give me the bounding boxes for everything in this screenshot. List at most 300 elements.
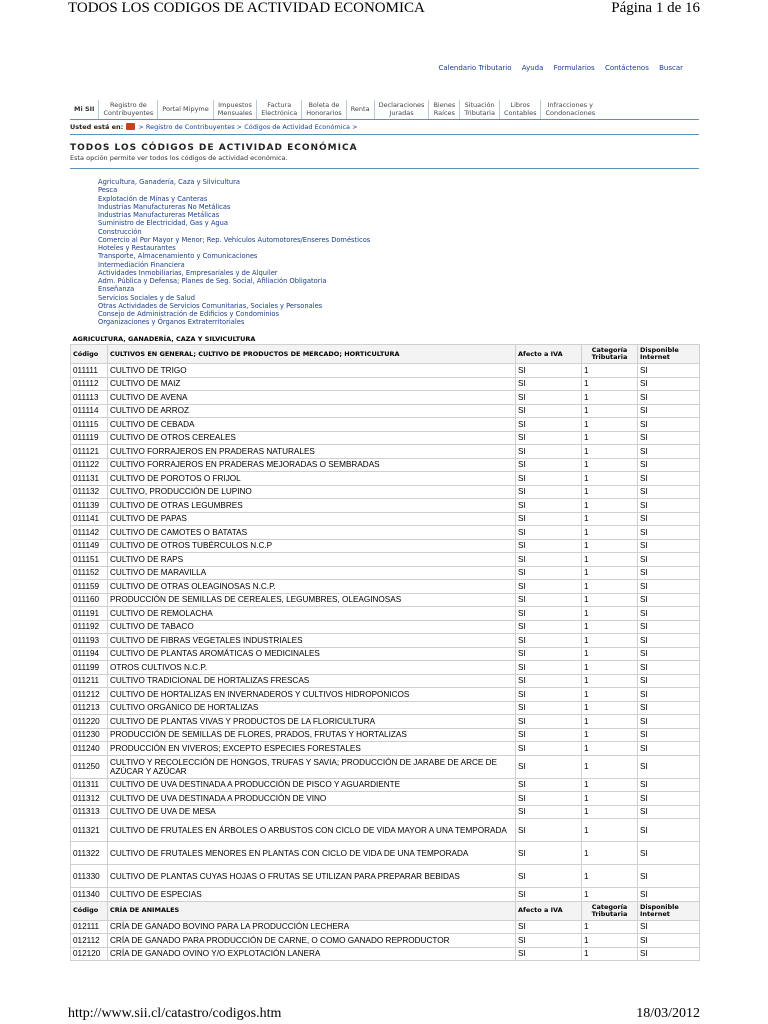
table-row — [71, 634, 700, 648]
table-header-row — [71, 345, 700, 364]
column-header-internet: Disponible Internet — [638, 345, 700, 364]
table-row — [71, 819, 700, 842]
code-cell: 011152 — [71, 566, 108, 580]
category-cell: 1 — [582, 458, 638, 472]
category-cell: 1 — [582, 566, 638, 580]
table-row — [71, 661, 700, 675]
top-links — [70, 64, 699, 78]
internet-cell: SI — [638, 819, 700, 842]
category-cell: 1 — [582, 805, 638, 819]
description-cell: CULTIVO DE MAIZ — [108, 377, 516, 391]
group-title: CRÍA DE ANIMALES — [108, 901, 516, 920]
table-row — [71, 580, 700, 594]
breadcrumb-label: Usted está en: — [70, 123, 124, 131]
description-cell: CULTIVO ORGÁNICO DE HORTALIZAS — [108, 701, 516, 715]
category-cell: 1 — [582, 431, 638, 445]
table-row — [71, 377, 700, 391]
description-cell: CULTIVO DE ARROZ — [108, 404, 516, 418]
iva-cell: SI — [516, 647, 582, 661]
internet-cell: SI — [638, 445, 700, 459]
description-cell: CULTIVO DE OTROS TUBÉRCULOS N.C.P — [108, 539, 516, 553]
internet-cell: SI — [638, 688, 700, 702]
internet-cell: SI — [638, 580, 700, 594]
code-cell: 011122 — [71, 458, 108, 472]
category-cell: 1 — [582, 728, 638, 742]
category-cell: 1 — [582, 526, 638, 540]
table-row — [71, 934, 700, 948]
code-cell: 011199 — [71, 661, 108, 675]
description-cell: CULTIVO Y RECOLECCIÓN DE HONGOS, TRUFAS Y SAVIA; PRODUCCIÓN DE JARABE DE ARCE DE AZÚCAR Y AZÚCAR — [108, 755, 516, 778]
description-cell: CULTIVO DE UVA DE MESA — [108, 805, 516, 819]
category-cell: 1 — [582, 620, 638, 634]
page-description: Esta opción permite ver todos los códigos de actividad económica. — [70, 154, 288, 162]
divider — [70, 168, 699, 169]
internet-cell: SI — [638, 805, 700, 819]
code-cell: 011340 — [71, 888, 108, 902]
column-header-category: Categoría Tributaria — [582, 345, 638, 364]
table-row — [71, 888, 700, 902]
iva-cell: SI — [516, 418, 582, 432]
iva-cell: SI — [516, 472, 582, 486]
iva-cell: SI — [516, 920, 582, 934]
menu-item[interactable] — [347, 100, 375, 119]
table-section-title: AGRICULTURA, GANADERÍA, CAZA Y SILVICULTURA — [72, 334, 256, 343]
iva-cell: SI — [516, 580, 582, 594]
table-row — [71, 539, 700, 553]
table-row — [71, 620, 700, 634]
table-row — [71, 792, 700, 806]
internet-cell: SI — [638, 778, 700, 792]
code-cell: 011151 — [71, 553, 108, 567]
category-cell: 1 — [582, 364, 638, 378]
description-cell: OTROS CULTIVOS N.C.P. — [108, 661, 516, 675]
internet-cell: SI — [638, 755, 700, 778]
category-cell: 1 — [582, 553, 638, 567]
section-link[interactable]: Pesca — [98, 186, 118, 195]
table-row — [71, 391, 700, 405]
iva-cell: SI — [516, 634, 582, 648]
section-link[interactable]: Agricultura, Ganadería, Caza y Silvicultura — [98, 178, 240, 186]
table-row — [71, 701, 700, 715]
column-header-iva: Afecto a IVA — [516, 901, 582, 920]
table-row — [71, 607, 700, 621]
description-cell: CULTIVO DE MARAVILLA — [108, 566, 516, 580]
iva-cell: SI — [516, 607, 582, 621]
column-header-code: Código — [71, 345, 108, 364]
description-cell: CULTIVO DE AVENA — [108, 391, 516, 405]
table-row — [71, 553, 700, 567]
link-formularios[interactable]: Formularios — [553, 64, 595, 72]
iva-cell: SI — [516, 728, 582, 742]
section-link[interactable]: Comercio al Por Mayor y Menor; Rep. Vehículos Automotores/Enseres Domésticos — [98, 235, 371, 244]
description-cell: CULTIVO FORRAJEROS EN PRADERAS MEJORADAS O SEMBRADAS — [108, 458, 516, 472]
code-cell: 011119 — [71, 431, 108, 445]
iva-cell: SI — [516, 865, 582, 888]
internet-cell: SI — [638, 865, 700, 888]
iva-cell: SI — [516, 377, 582, 391]
category-cell: 1 — [582, 842, 638, 865]
section-link[interactable]: Servicios Sociales y de Salud — [98, 293, 195, 302]
menu-item-label: Renta — [350, 104, 370, 113]
category-cell: 1 — [582, 404, 638, 418]
internet-cell: SI — [638, 701, 700, 715]
breadcrumb-item-codigos[interactable]: Códigos de Actividad Económica — [244, 123, 351, 131]
table-row — [71, 920, 700, 934]
description-cell: CULTIVO DE PLANTAS AROMÁTICAS O MEDICINALES — [108, 647, 516, 661]
table-row — [71, 472, 700, 486]
description-cell: CULTIVO DE UVA DESTINADA A PRODUCCIÓN DE VINO — [108, 792, 516, 806]
print-footer — [0, 1006, 768, 1024]
table-row — [71, 445, 700, 459]
breadcrumb: Usted está en: > Registro de Contribuyentes > Códigos de Actividad Económica > — [70, 123, 358, 131]
category-cell: 1 — [582, 485, 638, 499]
main-menu — [70, 100, 699, 120]
column-header-code: Código — [71, 901, 108, 920]
internet-cell: SI — [638, 391, 700, 405]
iva-cell: SI — [516, 404, 582, 418]
category-cell: 1 — [582, 947, 638, 961]
category-cell: 1 — [582, 391, 638, 405]
table-row — [71, 485, 700, 499]
internet-cell: SI — [638, 842, 700, 865]
category-cell: 1 — [582, 647, 638, 661]
internet-cell: SI — [638, 431, 700, 445]
internet-cell: SI — [638, 728, 700, 742]
iva-cell: SI — [516, 391, 582, 405]
section-link[interactable]: Suministro de Electricidad, Gas y Agua — [98, 219, 228, 228]
table-row — [71, 947, 700, 961]
iva-cell: SI — [516, 661, 582, 675]
iva-cell: SI — [516, 539, 582, 553]
iva-cell: SI — [516, 593, 582, 607]
print-footer-date: 18/03/2012 — [636, 1006, 700, 1021]
menu-item[interactable] — [541, 100, 599, 119]
code-cell: 012120 — [71, 947, 108, 961]
menu-item-label: Mi SII — [74, 104, 95, 113]
menu-item-label: Situación Tributaria — [464, 101, 495, 117]
internet-cell: SI — [638, 620, 700, 634]
category-cell: 1 — [582, 607, 638, 621]
internet-cell: SI — [638, 742, 700, 756]
link-ayuda[interactable]: Ayuda — [521, 64, 544, 72]
description-cell: CULTIVO DE FRUTALES EN ÁRBOLES O ARBUSTOS CON CICLO DE VIDA MAYOR A UNA TEMPORADA — [108, 819, 516, 842]
category-cell: 1 — [582, 755, 638, 778]
table-row — [71, 742, 700, 756]
description-cell: CRÍA DE GANADO BOVINO PARA LA PRODUCCIÓN LECHERA — [108, 920, 516, 934]
description-cell: PRODUCCIÓN DE SEMILLAS DE FLORES, PRADOS, FRUTAS Y HORTALIZAS — [108, 728, 516, 742]
table-row — [71, 364, 700, 378]
category-cell: 1 — [582, 472, 638, 486]
description-cell: PRODUCCIÓN EN VIVEROS; EXCEPTO ESPECIES FORESTALES — [108, 742, 516, 756]
table-row — [71, 842, 700, 865]
menu-item[interactable] — [375, 100, 430, 119]
page-title: TODOS LOS CÓDIGOS DE ACTIVIDAD ECONÓMICA — [70, 143, 358, 153]
table-row — [71, 715, 700, 729]
iva-cell: SI — [516, 674, 582, 688]
category-cell: 1 — [582, 920, 638, 934]
description-cell: CULTIVO DE OTRAS LEGUMBRES — [108, 499, 516, 513]
iva-cell: SI — [516, 485, 582, 499]
iva-cell: SI — [516, 947, 582, 961]
category-cell: 1 — [582, 742, 638, 756]
code-cell: 011250 — [71, 755, 108, 778]
internet-cell: SI — [638, 553, 700, 567]
category-cell: 1 — [582, 499, 638, 513]
section-links — [70, 178, 699, 327]
menu-item[interactable] — [500, 100, 541, 119]
print-header-title: TODOS LOS CODIGOS DE ACTIVIDAD ECONOMICA — [68, 0, 425, 16]
description-cell: PRODUCCIÓN DE SEMILLAS DE CEREALES, LEGUMBRES, OLEAGINOSAS — [108, 593, 516, 607]
table-row — [71, 805, 700, 819]
page-content — [70, 64, 699, 961]
category-cell: 1 — [582, 418, 638, 432]
section-link[interactable]: Construcción — [98, 227, 142, 236]
description-cell: CULTIVO DE UVA DESTINADA A PRODUCCIÓN DE PISCO Y AGUARDIENTE — [108, 778, 516, 792]
section-link[interactable]: Consejo de Administración de Edificios y Condominios — [98, 310, 279, 318]
menu-item[interactable] — [429, 100, 460, 119]
menu-item-label: Infracciones y Condonaciones — [545, 101, 596, 117]
iva-cell: SI — [516, 458, 582, 472]
iva-cell: SI — [516, 805, 582, 819]
iva-cell: SI — [516, 445, 582, 459]
menu-item[interactable] — [302, 100, 346, 119]
link-buscar[interactable]: Buscar — [659, 64, 683, 72]
internet-cell: SI — [638, 934, 700, 948]
divider — [70, 134, 699, 135]
table-row — [71, 499, 700, 513]
code-cell: 011141 — [71, 512, 108, 526]
menu-item-label: Libros Contables — [503, 101, 537, 117]
category-cell: 1 — [582, 865, 638, 888]
code-cell: 011212 — [71, 688, 108, 702]
menu-item-label: Factura Electrónica — [261, 101, 298, 117]
internet-cell: SI — [638, 920, 700, 934]
internet-cell: SI — [638, 377, 700, 391]
code-cell: 011330 — [71, 865, 108, 888]
code-cell: 011142 — [71, 526, 108, 540]
code-cell: 011132 — [71, 485, 108, 499]
iva-cell: SI — [516, 688, 582, 702]
internet-cell: SI — [638, 404, 700, 418]
description-cell: CULTIVO FORRAJEROS EN PRADERAS NATURALES — [108, 445, 516, 459]
menu-item[interactable] — [214, 100, 257, 119]
internet-cell: SI — [638, 418, 700, 432]
description-cell: CULTIVO DE PLANTAS VIVAS Y PRODUCTOS DE LA FLORICULTURA — [108, 715, 516, 729]
internet-cell: SI — [638, 512, 700, 526]
code-cell: 011112 — [71, 377, 108, 391]
internet-cell: SI — [638, 485, 700, 499]
link-calendario[interactable]: Calendario Tributario — [438, 64, 512, 72]
menu-item-label: Bienes Raíces — [433, 101, 456, 117]
table-row — [71, 728, 700, 742]
code-cell: 011220 — [71, 715, 108, 729]
code-cell: 011159 — [71, 580, 108, 594]
section-link[interactable]: Organizaciones y Órganos Extraterritoriales — [98, 318, 245, 327]
code-cell: 011114 — [71, 404, 108, 418]
section-link[interactable]: Industrias Manufactureras No Metálicas — [98, 202, 231, 211]
code-cell: 011121 — [71, 445, 108, 459]
code-cell: 011192 — [71, 620, 108, 634]
code-cell: 011149 — [71, 539, 108, 553]
description-cell: CRÍA DE GANADO PARA PRODUCCIÓN DE CARNE, O COMO GANADO REPRODUCTOR — [108, 934, 516, 948]
internet-cell: SI — [638, 888, 700, 902]
description-cell: CULTIVO DE FRUTALES MENORES EN PLANTAS CON CICLO DE VIDA DE UNA TEMPORADA — [108, 842, 516, 865]
table-row — [71, 418, 700, 432]
table-row — [71, 566, 700, 580]
table-row — [71, 865, 700, 888]
code-cell: 011139 — [71, 499, 108, 513]
table-row — [71, 674, 700, 688]
breadcrumb-item-registro[interactable]: Registro de Contribuyentes — [145, 123, 235, 131]
home-icon[interactable] — [126, 123, 135, 130]
codes-table — [70, 334, 700, 962]
internet-cell: SI — [638, 634, 700, 648]
menu-item[interactable] — [70, 100, 99, 119]
table-row — [71, 688, 700, 702]
description-cell: CULTIVO DE TRIGO — [108, 364, 516, 378]
code-cell: 011240 — [71, 742, 108, 756]
category-cell: 1 — [582, 661, 638, 675]
description-cell: CULTIVO TRADICIONAL DE HORTALIZAS FRESCAS — [108, 674, 516, 688]
category-cell: 1 — [582, 888, 638, 902]
internet-cell: SI — [638, 661, 700, 675]
category-cell: 1 — [582, 539, 638, 553]
column-header-category: Categoría Tributaria — [582, 901, 638, 920]
menu-item-label: Declaraciones Juradas — [378, 101, 425, 117]
internet-cell: SI — [638, 499, 700, 513]
description-cell: CULTIVO DE PLANTAS CUYAS HOJAS O FRUTAS SE UTILIZAN PARA PREPARAR BEBIDAS — [108, 865, 516, 888]
code-cell: 011131 — [71, 472, 108, 486]
menu-item[interactable] — [99, 100, 158, 119]
description-cell: CULTIVO DE TABACO — [108, 620, 516, 634]
menu-item-label: Impuestos Mensuales — [217, 101, 253, 117]
internet-cell: SI — [638, 593, 700, 607]
table-row — [71, 755, 700, 778]
table-row — [71, 458, 700, 472]
internet-cell: SI — [638, 458, 700, 472]
code-cell: 011211 — [71, 674, 108, 688]
table-row — [71, 593, 700, 607]
internet-cell: SI — [638, 526, 700, 540]
iva-cell: SI — [516, 364, 582, 378]
group-title: CULTIVOS EN GENERAL; CULTIVO DE PRODUCTOS DE MERCADO; HORTICULTURA — [108, 345, 516, 364]
description-cell: CULTIVO DE PAPAS — [108, 512, 516, 526]
section-link[interactable]: Intermediación Financiera — [98, 260, 185, 269]
section-link[interactable]: Otras Actividades de Servicios Comunitarias, Sociales y Personales — [98, 301, 323, 310]
column-header-internet: Disponible Internet — [638, 901, 700, 920]
code-cell: 011113 — [71, 391, 108, 405]
description-cell: CULTIVO, PRODUCCIÓN DE LUPINO — [108, 485, 516, 499]
menu-item[interactable] — [460, 100, 500, 119]
category-cell: 1 — [582, 688, 638, 702]
section-link[interactable]: Hoteles y Restaurantes — [98, 244, 176, 252]
menu-item[interactable] — [158, 100, 213, 119]
section-link[interactable]: Transporte, Almacenamiento y Comunicaciones — [98, 252, 258, 261]
iva-cell: SI — [516, 526, 582, 540]
description-cell: CULTIVO DE FIBRAS VEGETALES INDUSTRIALES — [108, 634, 516, 648]
iva-cell: SI — [516, 819, 582, 842]
iva-cell: SI — [516, 620, 582, 634]
print-header-page: Página 1 de 16 — [611, 0, 700, 16]
description-cell: CULTIVO DE CAMOTES O BATATAS — [108, 526, 516, 540]
iva-cell: SI — [516, 566, 582, 580]
description-cell: CULTIVO DE OTRAS OLEAGINOSAS N.C.P. — [108, 580, 516, 594]
menu-item-label: Boleta de Honorarios — [306, 101, 342, 117]
code-cell: 012112 — [71, 934, 108, 948]
code-cell: 011194 — [71, 647, 108, 661]
code-cell: 011321 — [71, 819, 108, 842]
iva-cell: SI — [516, 512, 582, 526]
category-cell: 1 — [582, 778, 638, 792]
iva-cell: SI — [516, 553, 582, 567]
category-cell: 1 — [582, 634, 638, 648]
section-link[interactable]: Actividades Inmobiliarias, Empresariales y de Alquiler — [98, 268, 278, 277]
code-cell: 012111 — [71, 920, 108, 934]
iva-cell: SI — [516, 778, 582, 792]
description-cell: CULTIVO DE POROTOS O FRIJOL — [108, 472, 516, 486]
internet-cell: SI — [638, 539, 700, 553]
code-cell: 011312 — [71, 792, 108, 806]
section-link[interactable]: Enseñanza — [98, 285, 135, 294]
menu-item[interactable] — [257, 100, 302, 119]
description-cell: CULTIVO DE RAPS — [108, 553, 516, 567]
iva-cell: SI — [516, 431, 582, 445]
column-header-iva: Afecto a IVA — [516, 345, 582, 364]
description-cell: CULTIVO DE REMOLACHA — [108, 607, 516, 621]
internet-cell: SI — [638, 566, 700, 580]
code-cell: 011191 — [71, 607, 108, 621]
iva-cell: SI — [516, 755, 582, 778]
iva-cell: SI — [516, 792, 582, 806]
category-cell: 1 — [582, 377, 638, 391]
internet-cell: SI — [638, 947, 700, 961]
print-header — [0, 0, 768, 24]
category-cell: 1 — [582, 445, 638, 459]
section-link[interactable]: Explotación de Minas y Canteras — [98, 194, 208, 203]
code-cell: 011115 — [71, 418, 108, 432]
category-cell: 1 — [582, 819, 638, 842]
description-cell: CULTIVO DE HORTALIZAS EN INVERNADEROS Y CULTIVOS HIDROPONICOS — [108, 688, 516, 702]
table-row — [71, 778, 700, 792]
print-footer-url: http://www.sii.cl/catastro/codigos.htm — [68, 1006, 282, 1021]
link-contactenos[interactable]: Contáctenos — [604, 64, 649, 72]
table-header-row — [71, 901, 700, 920]
internet-cell: SI — [638, 364, 700, 378]
iva-cell: SI — [516, 934, 582, 948]
category-cell: 1 — [582, 512, 638, 526]
category-cell: 1 — [582, 674, 638, 688]
category-cell: 1 — [582, 934, 638, 948]
code-cell: 011313 — [71, 805, 108, 819]
iva-cell: SI — [516, 701, 582, 715]
category-cell: 1 — [582, 580, 638, 594]
internet-cell: SI — [638, 674, 700, 688]
description-cell: CULTIVO DE ESPECIAS — [108, 888, 516, 902]
table-row — [71, 431, 700, 445]
table-row — [71, 404, 700, 418]
internet-cell: SI — [638, 472, 700, 486]
code-cell: 011322 — [71, 842, 108, 865]
iva-cell: SI — [516, 499, 582, 513]
section-link[interactable]: Adm. Pública y Defensa; Planes de Seg. Social, Afiliación Obligatoria — [98, 277, 327, 285]
section-link[interactable]: Industrias Manufactureras Metálicas — [98, 211, 220, 219]
iva-cell: SI — [516, 742, 582, 756]
internet-cell: SI — [638, 715, 700, 729]
code-cell: 011311 — [71, 778, 108, 792]
iva-cell: SI — [516, 888, 582, 902]
category-cell: 1 — [582, 792, 638, 806]
internet-cell: SI — [638, 607, 700, 621]
